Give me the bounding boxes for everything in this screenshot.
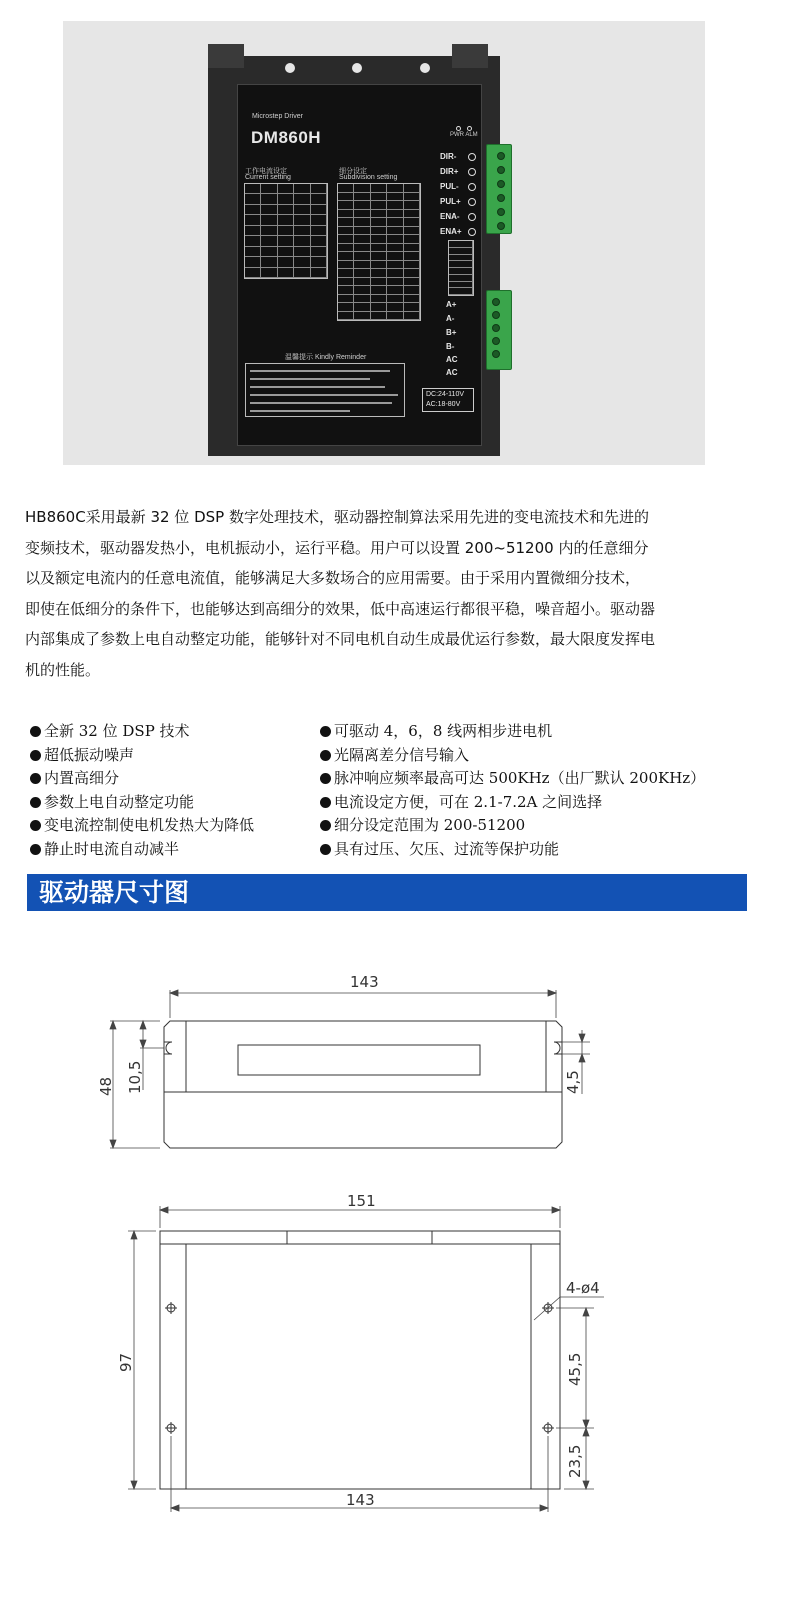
description-line: 以及额定电流内的任意电流值，能够满足大多数场合的应用需要。由于采用内置微细分技术， — [25, 569, 641, 587]
power-label-ac-2: AC — [446, 368, 458, 377]
hole-label: 4-ø4 — [566, 1279, 600, 1297]
current-setting-title-cn: 工作电流设定 — [245, 168, 287, 175]
voltage-dc: DC:24-110V — [426, 391, 465, 398]
feature-item: 参数上电自动整定功能 — [30, 791, 254, 815]
hole-bottom-offset-label: 23,5 — [566, 1444, 584, 1478]
side-view-dimensions — [110, 990, 590, 1148]
signal-label-dir-minus: DIR- — [440, 152, 457, 161]
subdivision-title-cn: 细分设定 — [339, 168, 367, 175]
motor-label-a-minus: A- — [446, 314, 455, 323]
top-width-label: 151 — [347, 1192, 376, 1210]
led-labels: PWR ALM — [450, 132, 478, 138]
feature-item: 光隔离差分信号输入 — [320, 744, 705, 768]
feature-item: 全新 32 位 DSP 技术 — [30, 720, 254, 744]
side-view-flange — [164, 1021, 562, 1148]
driver-model: DM860H — [251, 128, 322, 147]
current-setting-title-en: Current setting — [245, 174, 291, 181]
hole-spacing-label: 45,5 — [566, 1352, 584, 1386]
section-title: 驱动器尺寸图 — [39, 878, 190, 907]
feature-item: 电流设定方便，可在 2.1-7.2A 之间选择 — [320, 791, 705, 815]
side-slot-offset-label: 10,5 — [126, 1060, 144, 1094]
side-height-label: 48 — [97, 1076, 115, 1096]
signal-label-pul-plus: PUL+ — [440, 197, 461, 206]
signal-label-ena-plus: ENA+ — [440, 227, 462, 236]
side-slot-width-label: 4,5 — [564, 1070, 582, 1094]
feature-item: 超低振动噪声 — [30, 744, 254, 768]
feature-item: 静止时电流自动减半 — [30, 838, 254, 862]
subdivision-title-en: Subdivision setting — [339, 174, 398, 181]
side-view-top-plate — [186, 1021, 546, 1092]
description-line: 即使在低细分的条件下，也能够达到高细分的效果，低中高速运行都很平稳，噪音超小。驱动器 — [25, 599, 656, 618]
feature-item: 细分设定范围为 200-51200 — [320, 814, 705, 838]
top-view-drawing — [160, 1231, 560, 1489]
description-line: 机的性能。 — [25, 660, 101, 679]
driver-subtitle: Microstep Driver — [252, 113, 303, 120]
feature-item: 内置高细分 — [30, 767, 254, 791]
feature-item: 变电流控制使电机发热大为降低 — [30, 814, 254, 838]
signal-label-pul-minus: PUL- — [440, 182, 459, 191]
motor-label-b-minus: B- — [446, 342, 455, 351]
signal-label-ena-minus: ENA- — [440, 212, 460, 221]
top-height-label: 97 — [117, 1352, 135, 1372]
side-width-label: 143 — [350, 973, 379, 991]
side-view-slot — [238, 1045, 480, 1075]
voltage-ac: AC:18-80V — [426, 401, 461, 408]
top-view-dimensions — [128, 1206, 604, 1512]
feature-item: 脉冲响应频率最高可达 500KHz（出厂默认 200KHz） — [320, 767, 705, 791]
side-view-drawing — [164, 1021, 562, 1148]
bottom-width-label: 143 — [346, 1491, 375, 1509]
description-line: HB860C采用最新 32 位 DSP 数字处理技术，驱动器控制算法采用先进的变电流技术和先进的 — [25, 508, 649, 526]
top-view-outline — [160, 1231, 560, 1489]
feature-item: 可驱动 4，6，8 线两相步进电机 — [320, 720, 705, 744]
description-line: 内部集成了参数上电自动整定功能，能够针对不同电机自动生成最优运行参数，最大限度发挥电 — [25, 630, 656, 648]
motor-label-b-plus: B+ — [446, 328, 457, 337]
signal-label-dir-plus: DIR+ — [440, 167, 459, 176]
feature-item: 具有过压、欠压、过流等保护功能 — [320, 838, 705, 862]
side-view-keyhole-left — [164, 1042, 172, 1054]
power-label-ac-1: AC — [446, 355, 458, 364]
side-view-keyhole-right — [554, 1042, 562, 1054]
motor-label-a-plus: A+ — [446, 300, 457, 309]
reminder-title: 温馨提示 Kindly Reminder — [285, 354, 367, 361]
description-line: 变频技术，驱动器发热小，电机振动小，运行平稳。用户可以设置 200~51200 内的任意细分 — [25, 538, 649, 557]
